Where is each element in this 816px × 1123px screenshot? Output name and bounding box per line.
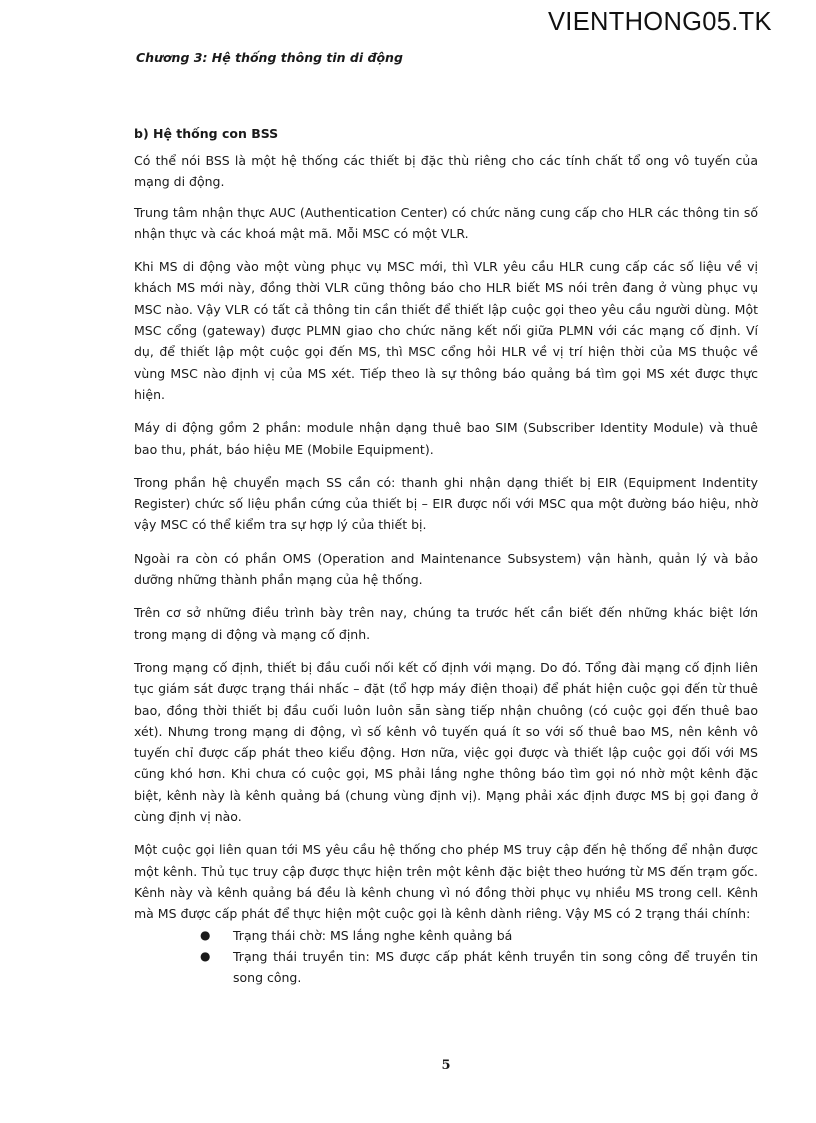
paragraph-auc: Trung tâm nhận thực AUC (Authentication Center) có chức năng cung cấp cho HLR các thông tin số nhận thực và các khoá mật mã. Mỗi MSC có một VLR. (134, 204, 758, 241)
paragraph-oms: Ngoài ra còn có phần OMS (Operation and Maintenance Subsystem) vận hành, quản lý và bảo dưỡng những thành phần mạng của hệ thống. (134, 550, 758, 588)
paragraph-vlr-msc: Khi MS di động vào một vùng phục vụ MSC mới, thì VLR yêu cầu HLR cung cấp các số liệu về vị khách MS mới này, đồng thời VLR cũng thông báo cho HLR biết MS nói trên đang ở vùng phục vụ MSC nào. Vậy VLR có tất cả thông tin cần thiết để thiết lập cuộc gọi theo yêu cầu người dùng. Một MSC cổng (gateway) được PLMN giao cho chức năng kết nối giữa PLMN với các mạng cố định. Ví dụ, để thiết lập một cuộc gọi đến MS, thì MSC cổng hỏi HLR về vị trí hiện thời của MS thuộc về vùng MSC nào định vị của MS xét. Tiếp theo là sự thông báo quảng bá tìm gọi MS xét được thực hiện. (134, 259, 758, 402)
paragraph-eir: Trong phần hệ chuyển mạch SS cần có: thanh ghi nhận dạng thiết bị EIR (Equipment Indentity Register) chức số liệu phần cứng của thiết bị – EIR được nối với MSC qua một đường báo hiệu, nhờ vậy MSC có thể kiểm tra sự hợp lý của thiết bị. (134, 474, 758, 533)
list-item (200, 946, 758, 989)
paragraph-fixed-network: Trong mạng cố định, thiết bị đầu cuối nối kết cố định với mạng. Do đó. Tổng đài mạng cố định liên tục giám sát được trạng thái nhấc – đặt (tổ hợp máy điện thoại) để phát hiện cuộc gọi đến từ thuê bao, đồng thời thiết bị đầu cuối luôn luôn sẵn sàng tiếp nhận chuông (có cuộc gọi đến thuê bao xét). Nhưng trong mạng di động, vì số kênh vô tuyến quá ít so với số thuê bao MS, nên kênh vô tuyến chỉ được cấp phát theo kiểu động. Hơn nữa, việc gọi được và thiết lập cuộc gọi đối với MS cũng khó hơn. Khi chưa có cuộc gọi, MS phải lắng nghe thông báo tìm gọi nó nhờ một kênh đặc biệt, kênh này là kênh quảng bá (chung vùng định vị). Mạng phải xác định được MS bị gọi đang ở cùng định vị nào. (134, 659, 758, 825)
bullet-icon: ● (200, 948, 211, 963)
paragraph-call-access: Một cuộc gọi liên quan tới MS yêu cầu hệ thống cho phép MS truy cập đến hệ thống để nhận được một kênh. Thủ tục truy cập được thực hiện trên một kênh đặc biệt theo hướng từ MS đến trạm gốc. Kênh này và kênh quảng bá đều là kênh chung vì nó đồng thời phục vụ nhiều MS trong cell. Kênh mà MS được cấp phát để thực hiện một cuộc gọi là kênh dành riêng. Vậy MS có 2 trạng thái chính: (134, 842, 758, 922)
paragraph-differences: Trên cơ sở những điều trình bày trên nay, chúng ta trước hết cần biết đến những khác biệt lớn trong mạng di động và mạng cố định. (134, 605, 758, 642)
list-item (200, 925, 758, 946)
bullet-icon: ● (200, 927, 211, 942)
page-content (134, 124, 758, 988)
paragraph-mobile-station: Máy di động gồm 2 phần: module nhận dạng thuê bao SIM (Subscriber Identity Module) và thuê bao thu, phát, báo hiệu ME (Mobile Equipment). (134, 420, 758, 457)
chapter-title: Chương 3: Hệ thống thông tin di động (136, 50, 403, 65)
state-list (134, 925, 758, 989)
list-item-text: Trạng thái chờ: MS lắng nghe kênh quảng bá (233, 927, 513, 943)
paragraph-bss-intro: Có thể nói BSS là một hệ thống các thiết bị đặc thù riêng cho các tính chất tổ ong vô tuyến của mạng di động. (134, 153, 758, 190)
page-number: 5 (441, 1058, 451, 1073)
list-item-text: Trạng thái truyền tin: MS được cấp phát kênh truyền tin song công để truyền tin song công. (233, 948, 758, 986)
watermark-text: VIENTHONG05.TK (548, 8, 772, 36)
section-heading: b) Hệ thống con BSS (134, 126, 279, 141)
